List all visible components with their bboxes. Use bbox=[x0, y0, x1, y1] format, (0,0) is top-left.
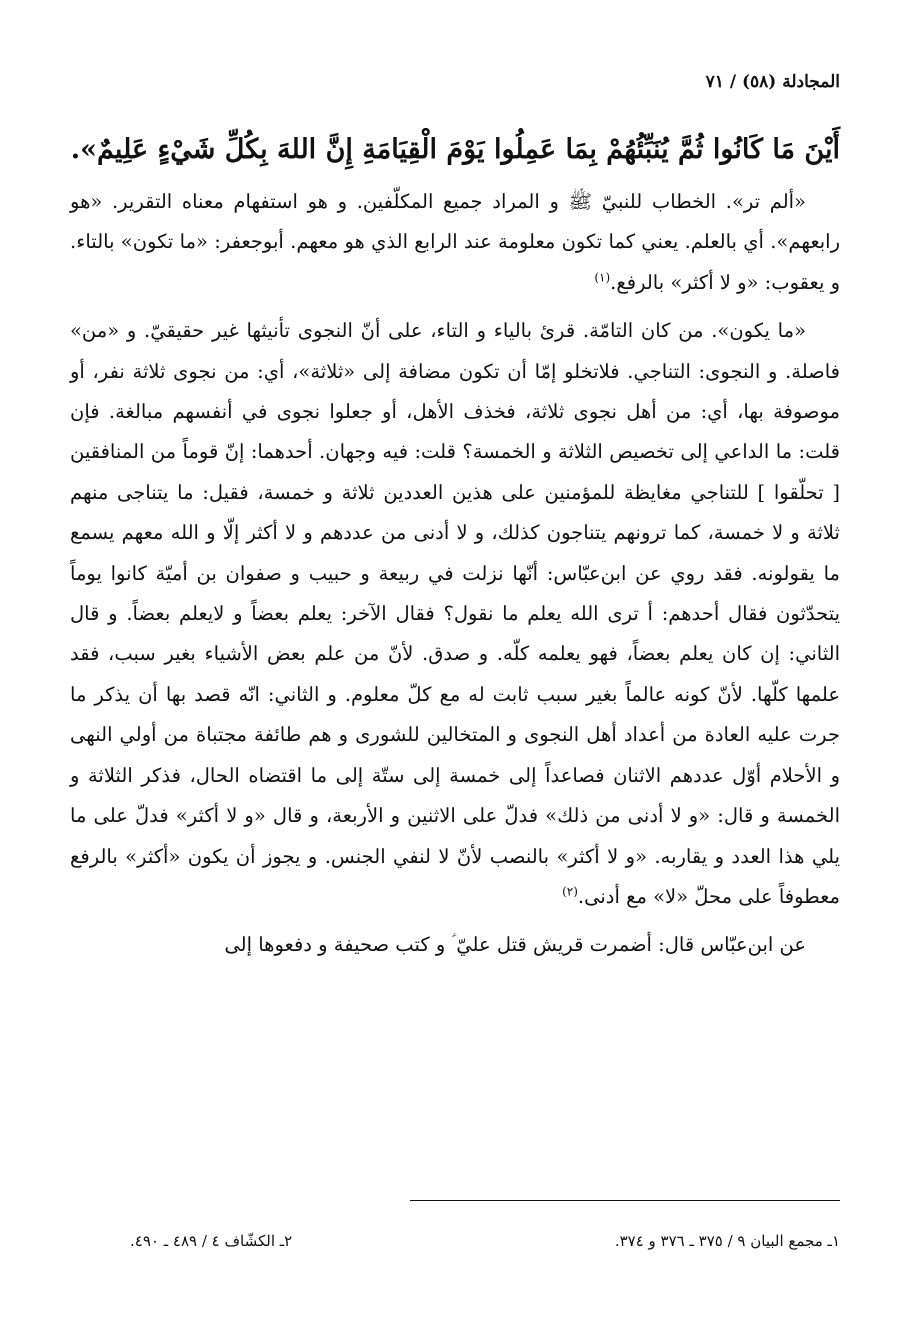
paragraph-3 bbox=[70, 925, 840, 965]
footnote-2: ٢ـ الكشّاف ٤ / ٤٨٩ ـ ٤٩٠. bbox=[130, 1232, 293, 1250]
footnote-ref-1: (١) bbox=[594, 270, 611, 285]
footnote-ref-2: (٢) bbox=[562, 884, 578, 899]
footnote-1: ١ـ مجمع البيان ٩ / ٣٧٥ ـ ٣٧٦ و ٣٧٤. bbox=[614, 1232, 840, 1250]
paragraph-1-text: «ألم تر». الخطاب للنبيّ ﷺ و المراد جميع المكلّفين. و هو استفهام معناه التقرير. «هو رابعهم». أي بالعلم. يعني كما تكون معلومة عند الرابع الذي هو معهم. أبوجعفر: «ما تكون» بالتاء. و يعقوب: «و لا أكثر» بالرفع. bbox=[70, 190, 840, 294]
paragraph-2 bbox=[70, 311, 840, 917]
document-page bbox=[70, 60, 840, 1290]
quran-verse: أَيْنَ مَا كَانُوا ثُمَّ يُنَبِّئُهُمْ بِمَا عَمِلُوا يَوْمَ الْقِيَامَةِ إِنَّ اللهَ بِكُلِّ شَيْءٍ عَلِيمٌ». bbox=[70, 134, 840, 165]
commentary-body bbox=[70, 182, 840, 966]
running-header: المجادلة (٥٨) / ٧١ bbox=[705, 72, 840, 92]
paragraph-3-text: عن ابن‌عبّاس قال: أضمرت قريش قتل عليّ ؑ و كتب صحيفة و دفعوها إلى bbox=[224, 933, 806, 957]
footnotes bbox=[70, 1232, 840, 1250]
paragraph-1 bbox=[70, 182, 840, 303]
paragraph-2-text: «ما يكون». من كان التامّة. قرئ بالياء و التاء، على أنّ النجوى تأنيثها غير حقيقيّ. و «من» فاصلة. و النجوى: التناجي. فلاتخلو إمّا أن تكون مضافة إلى «ثلاثة»، أي: من نجوى ثلاثة نفر، أو موصوفة بها، أي: من أهل نجوى ثلاثة، فخذف الأهل، أو جعلوا نجوى في أنفسهم مبالغة. فإن قلت: ما الداعي إلى تخصيص الثلاثة و الخمسة؟ قلت: فيه وجهان. أحدهما: إنّ قوماً من المنافقين [ تحلّقوا ] للتناجي مغايظة للمؤمنين على هذين العددين ثلاثة و خمسة، فقيل: ما يتناجى منهم ثلاثة و لا خمسة، كما ترونهم يتناجون كذلك، و لا أدنى من عددهم و لا أكثر إلّا و الله معهم يسمع ما يقولونه. فقد روي عن ابن‌عبّاس: أنّها نزلت في ربيعة و حبيب و صفوان بن أميّة كانوا يوماً يتحدّثون فقال أحدهم: أ ترى الله يعلم ما نقول؟ فقال الآخر: يعلم بعضاً و لايعلم بعضاً. و قال الثاني: إن كان يعلم بعضاً، فهو يعلمه كلّه. و صدق. لأنّ من علم بعض الأشياء بغير سبب، فقد علمها كلّها. لأنّ كونه عالماً بغير سبب ثابت له مع كلّ معلوم. و الثاني: انّه قصد بها أن يذكر ما جرت عليه العادة من أعداد أهل النجوى و المتخالين للشورى و هم طائفة مجتباة من أولي النهى و الأحلام أوّل عددهم الاثنان فصاعداً إلى خمسة إلى ستّة إلى ما اقتضاه الحال، فذكر الثلاثة و الخمسة و قال: «و لا أدنى من ذلك» فدلّ على الاثنين و الأربعة، و قال «و لا أكثر» فدلّ على ما يلي هذا العدد و يقاربه. «و لا أكثر» بالنصب لأنّ لا لنفي الجنس. و يجوز أن يكون «أكثر» بالرفع معطوفاً على محلّ «لا» مع أدنى. bbox=[70, 319, 840, 908]
footnote-divider bbox=[410, 1200, 840, 1201]
